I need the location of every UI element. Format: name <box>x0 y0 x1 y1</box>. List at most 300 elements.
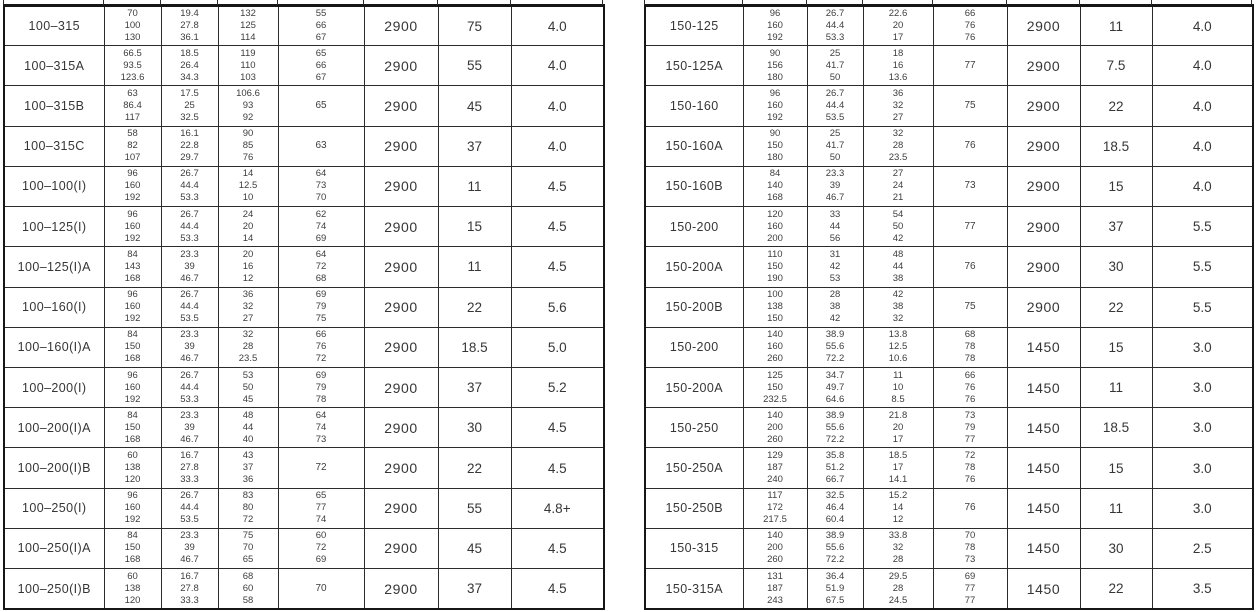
head-cell <box>218 528 278 568</box>
value-line: 76 <box>964 474 976 486</box>
flow-m3h-cell <box>104 327 161 367</box>
value-line: 76 <box>964 32 976 44</box>
head-cell <box>218 448 278 488</box>
value-line: 14.1 <box>888 474 908 486</box>
value-line: 27 <box>892 168 904 180</box>
value-line: 32 <box>892 542 904 554</box>
value-line: 192 <box>767 112 783 124</box>
flow-ls-cell <box>807 367 863 407</box>
value-line: 66 <box>315 329 327 341</box>
header-remnant-line <box>437 0 438 5</box>
power-cell: 30 <box>1080 247 1152 287</box>
head-cell <box>218 207 278 247</box>
value-line: 138 <box>124 582 141 594</box>
efficiency-cell <box>278 86 364 126</box>
value-line: 62 <box>315 208 327 220</box>
speed-cell: 2900 <box>364 126 438 166</box>
flow-ls-cell <box>807 207 863 247</box>
power-cell: 30 <box>438 408 511 448</box>
flow-m3h-cell <box>104 166 161 206</box>
flow-m3h-cell <box>104 247 161 287</box>
value-line: 13.8 <box>888 329 908 341</box>
table-row <box>4 287 604 327</box>
value-line: 67 <box>315 71 327 83</box>
value-line: 14 <box>892 502 904 514</box>
speed-cell: 2900 <box>364 488 438 528</box>
value-line: 44.4 <box>825 20 845 32</box>
value-line: 44.4 <box>180 301 199 313</box>
value-line: 90 <box>769 128 781 140</box>
value-line: 35.8 <box>825 450 845 462</box>
value-line: 44.4 <box>180 502 199 514</box>
value-line: 32.5 <box>180 112 199 124</box>
value-line: 150 <box>767 260 783 272</box>
value-line: 53 <box>242 369 254 381</box>
value-line: 51.9 <box>825 582 845 594</box>
value-line: 27.8 <box>180 462 199 474</box>
value-line: 25 <box>184 100 195 112</box>
power-cell: 75 <box>438 6 511 46</box>
efficiency-cell <box>278 166 364 206</box>
value-line: 23.3 <box>180 248 199 260</box>
value-line: 132 <box>240 8 256 20</box>
speed-cell: 2900 <box>364 166 438 206</box>
power-cell: 22 <box>1080 287 1152 327</box>
value-line: 21.8 <box>888 409 908 421</box>
value-line: 25 <box>829 47 841 59</box>
flow-m3h-cell <box>743 488 807 528</box>
value-line: 74 <box>315 514 327 526</box>
value-line: 17 <box>892 462 904 474</box>
flow-ls-cell <box>161 327 218 367</box>
value-line: 42 <box>892 232 904 244</box>
value-line: 41.7 <box>825 140 845 152</box>
value-line: 138 <box>767 301 783 313</box>
value-line: 143 <box>124 260 141 272</box>
spec-table <box>644 4 1254 610</box>
table-row <box>4 126 604 166</box>
value-line: 10 <box>892 381 904 393</box>
speed-cell: 1450 <box>1007 488 1080 528</box>
table-row <box>645 126 1253 166</box>
head-cell <box>218 6 278 46</box>
flow-ls-cell <box>807 247 863 287</box>
flow-ls-cell <box>807 166 863 206</box>
head-cell <box>863 46 933 86</box>
value-line: 92 <box>242 112 254 124</box>
table-row <box>4 569 604 609</box>
power-cell: 11 <box>438 166 511 206</box>
value-line: 32 <box>242 301 254 313</box>
efficiency-cell <box>278 207 364 247</box>
efficiency-cell <box>933 327 1007 367</box>
value-line: 33.8 <box>888 530 908 542</box>
table-row <box>4 327 604 367</box>
table-row <box>4 488 604 528</box>
value-line: 42 <box>829 313 841 325</box>
value-line: 72.2 <box>825 353 845 365</box>
value-line: 72 <box>242 514 254 526</box>
value-line: 96 <box>127 168 138 180</box>
flow-m3h-cell <box>104 207 161 247</box>
model-cell: 150-200 <box>645 207 743 247</box>
head-cell <box>218 166 278 206</box>
value-line: 90 <box>242 128 254 140</box>
table-row <box>4 166 604 206</box>
model-cell: 150-160 <box>645 86 743 126</box>
npsh-cell: 4.5 <box>511 408 604 448</box>
value-line: 55.6 <box>825 341 845 353</box>
value-line: 20 <box>892 20 904 32</box>
table-row <box>645 528 1253 568</box>
npsh-cell: 4.0 <box>511 86 604 126</box>
value-line: 96 <box>769 88 781 100</box>
value-line: 107 <box>124 152 141 164</box>
efficiency-cell <box>278 569 364 609</box>
value-line: 82 <box>127 140 138 152</box>
value-line: 240 <box>767 474 783 486</box>
npsh-cell: 4.8+ <box>511 488 604 528</box>
value-line: 160 <box>767 341 783 353</box>
head-cell <box>218 327 278 367</box>
value-line: 27 <box>892 112 904 124</box>
npsh-cell: 4.0 <box>511 6 604 46</box>
value-line: 64.6 <box>825 393 845 405</box>
power-cell: 11 <box>1080 488 1152 528</box>
flow-m3h-cell <box>104 6 161 46</box>
head-cell <box>218 46 278 86</box>
value-line: 73 <box>315 433 327 445</box>
value-line: 66 <box>315 59 327 71</box>
value-line: 72 <box>964 450 976 462</box>
power-cell: 18.5 <box>438 327 511 367</box>
value-line: 84 <box>127 329 138 341</box>
value-line: 243 <box>767 594 783 606</box>
value-line: 26.4 <box>180 59 199 71</box>
value-line: 39 <box>184 542 195 554</box>
value-line: 138 <box>124 462 141 474</box>
value-line: 26.7 <box>180 289 199 301</box>
value-line: 64 <box>315 168 327 180</box>
value-line: 14 <box>242 232 254 244</box>
table-row <box>645 327 1253 367</box>
header-remnant-line <box>1079 0 1080 5</box>
value-line: 38 <box>892 301 904 313</box>
flow-ls-cell <box>161 287 218 327</box>
value-line: 125 <box>767 369 783 381</box>
value-line: 75 <box>964 100 976 112</box>
head-cell <box>863 247 933 287</box>
value-line: 140 <box>767 329 783 341</box>
efficiency-cell <box>933 448 1007 488</box>
value-line: 93 <box>242 100 254 112</box>
value-line: 150 <box>124 542 141 554</box>
spec-table <box>3 4 605 610</box>
value-line: 56 <box>829 232 841 244</box>
value-line: 77 <box>964 220 976 232</box>
value-line: 190 <box>767 272 783 284</box>
value-line: 60 <box>242 582 254 594</box>
value-line: 69 <box>315 289 327 301</box>
speed-cell: 1450 <box>1007 448 1080 488</box>
efficiency-cell <box>278 448 364 488</box>
value-line: 129 <box>767 450 783 462</box>
value-line: 96 <box>127 369 138 381</box>
value-line: 45 <box>242 393 254 405</box>
value-line: 76 <box>964 393 976 405</box>
power-cell: 55 <box>438 488 511 528</box>
value-line: 160 <box>124 220 141 232</box>
value-line: 125 <box>240 20 256 32</box>
value-line: 44.4 <box>825 100 845 112</box>
flow-ls-cell <box>161 166 218 206</box>
power-cell: 15 <box>438 207 511 247</box>
value-line: 76 <box>964 502 976 514</box>
value-line: 130 <box>124 32 141 44</box>
value-line: 168 <box>124 272 141 284</box>
value-line: 120 <box>767 208 783 220</box>
flow-ls-cell <box>161 126 218 166</box>
npsh-cell: 4.5 <box>511 448 604 488</box>
value-line: 260 <box>767 554 783 566</box>
npsh-cell: 4.5 <box>511 569 604 609</box>
value-line: 44.4 <box>180 180 199 192</box>
power-cell: 7.5 <box>1080 46 1152 86</box>
value-line: 192 <box>124 393 141 405</box>
npsh-cell: 4.0 <box>1152 46 1253 86</box>
value-line: 60 <box>127 450 138 462</box>
value-line: 160 <box>124 381 141 393</box>
value-line: 60 <box>127 570 138 582</box>
value-line: 66 <box>315 20 327 32</box>
value-line: 232.5 <box>763 393 787 405</box>
power-cell: 22 <box>1080 569 1152 609</box>
efficiency-cell <box>278 488 364 528</box>
value-line: 53.3 <box>180 393 199 405</box>
flow-m3h-cell <box>104 86 161 126</box>
flow-ls-cell <box>161 488 218 528</box>
flow-m3h-cell <box>104 488 161 528</box>
value-line: 76 <box>964 20 976 32</box>
value-line: 72 <box>315 353 327 365</box>
table-row <box>4 247 604 287</box>
value-line: 36 <box>892 88 904 100</box>
value-line: 51.2 <box>825 462 845 474</box>
efficiency-cell <box>278 46 364 86</box>
head-cell <box>863 327 933 367</box>
flow-m3h-cell <box>743 207 807 247</box>
value-line: 75 <box>964 301 976 313</box>
efficiency-cell <box>933 367 1007 407</box>
value-line: 73 <box>315 180 327 192</box>
value-line: 54 <box>892 208 904 220</box>
value-line: 33.3 <box>180 594 199 606</box>
flow-ls-cell <box>807 126 863 166</box>
value-line: 53.3 <box>180 232 199 244</box>
head-cell <box>863 207 933 247</box>
npsh-cell: 2.5 <box>1152 528 1253 568</box>
flow-m3h-cell <box>743 6 807 46</box>
table-row <box>645 166 1253 206</box>
model-cell: 150-200A <box>645 367 743 407</box>
value-line: 77 <box>964 582 976 594</box>
efficiency-cell <box>278 126 364 166</box>
speed-cell: 2900 <box>364 367 438 407</box>
efficiency-cell <box>278 327 364 367</box>
header-remnant-line <box>644 0 645 5</box>
header-remnant-line <box>932 0 933 5</box>
value-line: 168 <box>124 433 141 445</box>
value-line: 100 <box>124 20 141 32</box>
table-row <box>645 569 1253 609</box>
value-line: 76 <box>242 152 254 164</box>
value-line: 53.3 <box>180 192 199 204</box>
value-line: 200 <box>767 421 783 433</box>
value-line: 217.5 <box>763 514 787 526</box>
efficiency-cell <box>278 247 364 287</box>
value-line: 72.2 <box>825 554 845 566</box>
value-line: 84 <box>769 168 781 180</box>
table-row <box>4 528 604 568</box>
speed-cell: 2900 <box>1007 6 1080 46</box>
header-remnant-line <box>277 0 278 5</box>
power-cell: 45 <box>438 86 511 126</box>
value-line: 63 <box>127 88 138 100</box>
head-cell <box>218 287 278 327</box>
power-cell: 37 <box>438 569 511 609</box>
value-line: 84 <box>127 409 138 421</box>
speed-cell: 1450 <box>1007 367 1080 407</box>
efficiency-cell <box>278 287 364 327</box>
table-row <box>645 367 1253 407</box>
value-line: 26.7 <box>825 88 845 100</box>
efficiency-cell <box>933 528 1007 568</box>
flow-m3h-cell <box>743 86 807 126</box>
header-remnant-line <box>363 0 364 5</box>
head-cell <box>218 86 278 126</box>
value-line: 49.7 <box>825 381 845 393</box>
value-line: 11 <box>893 369 903 381</box>
value-line: 168 <box>767 192 783 204</box>
value-line: 78 <box>964 542 976 554</box>
model-cell: 100–160(I) <box>4 287 104 327</box>
flow-ls-cell <box>807 327 863 367</box>
value-line: 187 <box>767 462 783 474</box>
flow-m3h-cell <box>743 126 807 166</box>
efficiency-cell <box>933 488 1007 528</box>
value-line: 55.6 <box>825 542 845 554</box>
value-line: 26.7 <box>825 8 845 20</box>
value-line: 32 <box>242 329 254 341</box>
value-line: 48 <box>892 248 904 260</box>
value-line: 69 <box>315 554 327 566</box>
value-line: 16 <box>242 260 254 272</box>
value-line: 168 <box>124 554 141 566</box>
table-row <box>645 408 1253 448</box>
flow-m3h-cell <box>104 367 161 407</box>
flow-ls-cell <box>161 46 218 86</box>
value-line: 70 <box>964 530 976 542</box>
speed-cell: 2900 <box>1007 126 1080 166</box>
value-line: 172 <box>767 502 783 514</box>
table-row <box>4 448 604 488</box>
value-line: 24.5 <box>888 594 908 606</box>
speed-cell: 1450 <box>1007 408 1080 448</box>
value-line: 46.7 <box>180 353 199 365</box>
value-line: 77 <box>315 502 327 514</box>
value-line: 160 <box>767 220 783 232</box>
value-line: 23.3 <box>180 530 199 542</box>
value-line: 12.5 <box>238 180 258 192</box>
value-line: 84 <box>127 530 138 542</box>
value-line: 16.1 <box>180 128 199 140</box>
value-line: 72 <box>315 542 327 554</box>
table-row <box>4 207 604 247</box>
speed-cell: 2900 <box>364 448 438 488</box>
value-line: 46.7 <box>180 272 199 284</box>
value-line: 160 <box>124 502 141 514</box>
power-cell: 15 <box>1080 327 1152 367</box>
value-line: 160 <box>767 100 783 112</box>
value-line: 19.4 <box>180 8 199 20</box>
value-line: 44.4 <box>180 381 199 393</box>
value-line: 131 <box>767 570 783 582</box>
head-cell <box>863 528 933 568</box>
value-line: 117 <box>124 112 141 124</box>
value-line: 180 <box>767 152 783 164</box>
value-line: 168 <box>124 353 141 365</box>
head-cell <box>863 6 933 46</box>
value-line: 160 <box>767 20 783 32</box>
value-line: 78 <box>964 462 976 474</box>
value-line: 58 <box>242 594 254 606</box>
value-line: 150 <box>767 313 783 325</box>
value-line: 16.7 <box>180 450 199 462</box>
value-line: 44 <box>242 421 254 433</box>
value-line: 73 <box>964 554 976 566</box>
value-line: 200 <box>767 542 783 554</box>
header-remnant-line <box>862 0 863 5</box>
speed-cell: 2900 <box>364 6 438 46</box>
value-line: 64 <box>315 248 327 260</box>
speed-cell: 2900 <box>1007 46 1080 86</box>
table-row <box>4 6 604 46</box>
speed-cell: 2900 <box>1007 86 1080 126</box>
npsh-cell: 5.5 <box>1152 207 1253 247</box>
header-remnant-line <box>602 0 603 5</box>
speed-cell: 2900 <box>364 528 438 568</box>
table-row <box>645 287 1253 327</box>
value-line: 12.5 <box>888 341 908 353</box>
value-line: 93.5 <box>123 59 142 71</box>
table-row <box>645 488 1253 528</box>
npsh-cell: 4.5 <box>511 207 604 247</box>
efficiency-cell <box>933 287 1007 327</box>
pump-table-100-series <box>3 0 603 612</box>
value-line: 260 <box>767 433 783 445</box>
npsh-cell: 3.0 <box>1152 327 1253 367</box>
value-line: 17 <box>892 433 904 445</box>
value-line: 15.2 <box>888 490 908 502</box>
table-row <box>645 86 1253 126</box>
value-line: 140 <box>767 530 783 542</box>
table-row <box>645 207 1253 247</box>
speed-cell: 2900 <box>364 408 438 448</box>
value-line: 24 <box>242 208 254 220</box>
header-remnant-line <box>1251 0 1252 5</box>
value-line: 70 <box>315 582 327 594</box>
value-line: 23.3 <box>180 329 199 341</box>
